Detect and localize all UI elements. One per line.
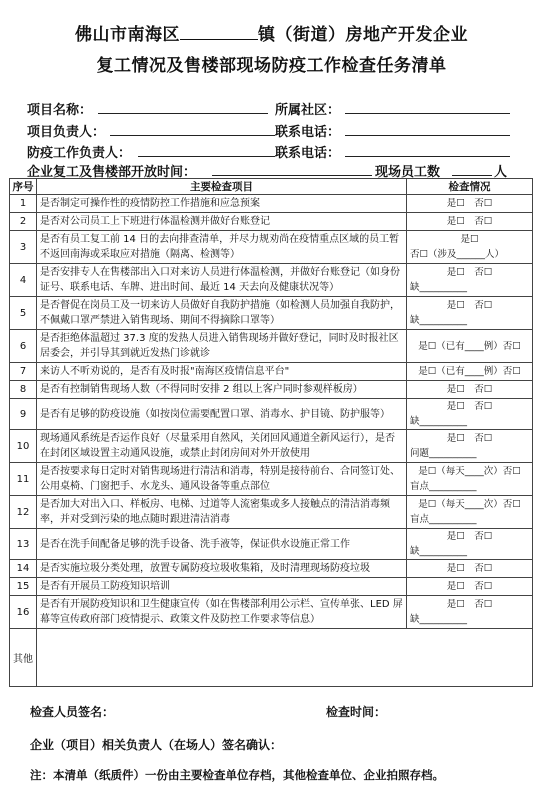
project-name-label: 项目名称：: [27, 103, 93, 118]
check-item-text: 是否实施垃圾分类处理，放置专属防疫垃圾收集箱，及时清理现场防疫垃圾: [37, 560, 407, 578]
row-number: 10: [10, 430, 37, 463]
check-remark[interactable]: 缺__________: [410, 614, 468, 625]
check-item-text: 是否按要求每日定时对销售现场进行清洁和消毒，特别是接待前台、合同签订处、公用桌椅、门窗把手、水龙头、通风设备等重点部位: [37, 463, 407, 496]
other-label: 其他: [10, 629, 37, 687]
check-remark[interactable]: 盲点__________: [410, 481, 477, 492]
contact1-field[interactable]: [345, 135, 510, 136]
check-result-cell[interactable]: [407, 463, 533, 496]
check-result-cell[interactable]: [407, 330, 533, 363]
row-number: 4: [10, 264, 37, 297]
table-row: [10, 213, 533, 231]
check-result-cell[interactable]: [407, 363, 533, 381]
check-item-text: 现场通风系统是否运作良好（尽量采用自然风，关闭回风通道全新风运行），是否在封闭区域设置主动通风设施，或禁止封闭房间对外开放使用: [37, 430, 407, 463]
contact2-field[interactable]: [345, 156, 510, 157]
table-row: [10, 596, 533, 629]
row-number: 3: [10, 231, 37, 264]
check-options[interactable]: 是☐（已有____例）否☐: [418, 340, 521, 352]
epidemic-leader-label: 防疫工作负责人：: [27, 146, 132, 161]
check-item-text: 是否对公司员工上下班进行体温检测并做好台账登记: [37, 213, 407, 231]
town-blank[interactable]: [180, 26, 258, 40]
table-row: [10, 363, 533, 381]
check-item-text: 是否加大对出入口、样板房、电梯、过道等人流密集或多人接触点的清洁消毒频率，并对受到污染的地点随时跟进清洁消毒: [37, 496, 407, 529]
table-header-row: [10, 179, 533, 195]
header-no: 序号: [10, 179, 37, 195]
open-time-field[interactable]: [212, 175, 372, 176]
row-number: 5: [10, 297, 37, 330]
check-options[interactable]: 是☐（已有____例）否☐: [418, 366, 521, 377]
check-remark[interactable]: 缺__________: [410, 546, 468, 557]
table-row: [10, 330, 533, 363]
check-remark[interactable]: 缺__________: [410, 416, 468, 427]
table-row: [10, 195, 533, 213]
staff-count-label: 现场员工数: [375, 165, 441, 180]
header-item: 主要检查项目: [37, 179, 407, 195]
check-result-cell[interactable]: [407, 430, 533, 463]
check-result-cell[interactable]: [407, 399, 533, 430]
check-item-text: 是否有足够的防疫设施（如按岗位需要配置口罩、消毒水、护目镜、防护服等）: [37, 399, 407, 430]
document-title-line2: 复工情况及售楼部现场防疫工作检查任务清单: [96, 56, 447, 76]
row-number: 13: [10, 529, 37, 560]
contact2-label: 联系电话：: [275, 146, 341, 161]
check-item-text: 是否有控制销售现场人数（不得同时安排 2 组以上客户同时参观样板房）: [37, 381, 407, 399]
check-item-text: 是否有员工复工前 14 日的去向排查清单，并尽力规劝尚在疫情重点区域的员工暂不返回南海或采取应对措施（隔离、检测等）: [37, 231, 407, 264]
inspector-sign-label: 检查人员签名：: [30, 705, 115, 719]
check-options[interactable]: 是☐ 否☐: [446, 300, 493, 311]
check-options[interactable]: 是☐ 否☐: [446, 581, 493, 592]
document-title-line1: [0, 20, 543, 45]
row-number: 6: [10, 330, 37, 363]
checklist-table: [9, 178, 533, 687]
check-item-text: 是否拒绝体温超过 37.3 度的发热人员进入销售现场并做好登记，同时及时报社区居委会，并引导其到就近发热门诊就诊: [37, 330, 407, 363]
table-row: [10, 529, 533, 560]
check-result-cell[interactable]: [407, 529, 533, 560]
title-right: 镇（街道）房地产开发企业: [258, 25, 468, 45]
check-options[interactable]: 是☐: [460, 234, 479, 245]
check-options[interactable]: 是☐ 否☐: [446, 216, 493, 227]
project-leader-field[interactable]: [110, 135, 275, 136]
check-remark[interactable]: 盲点__________: [410, 514, 477, 525]
table-row: [10, 381, 533, 399]
check-options[interactable]: 是☐（每天____次）否☐: [418, 466, 521, 477]
check-result-cell[interactable]: [407, 596, 533, 629]
table-row: [10, 578, 533, 596]
check-item-text: 是否制定可操作性的疫情防控工作措施和应急预案: [37, 195, 407, 213]
header-check: 检查情况: [407, 179, 533, 195]
row-number: 7: [10, 363, 37, 381]
check-options[interactable]: 是☐ 否☐: [446, 384, 493, 395]
epidemic-leader-field[interactable]: [138, 156, 275, 157]
other-row: [10, 629, 533, 687]
open-time-label: 企业复工及售楼部开放时间：: [27, 165, 197, 180]
project-name-field[interactable]: [98, 113, 268, 114]
table-row: [10, 399, 533, 430]
check-item-text: 是否在洗手间配备足够的洗手设备、洗手液等，保证供水设施正常工作: [37, 529, 407, 560]
check-item-text: 是否督促在岗员工及一切来访人员做好自我防护措施（如检测人员加强自我防护，不佩戴口罩严禁进入销售现场、期间不得摘除口罩等）: [37, 297, 407, 330]
check-options[interactable]: 是☐ 否☐: [446, 267, 493, 278]
check-remark[interactable]: 缺__________: [410, 282, 468, 293]
check-options[interactable]: 是☐ 否☐: [446, 599, 493, 610]
check-result-cell[interactable]: [407, 496, 533, 529]
check-result-cell[interactable]: [407, 213, 533, 231]
enterprise-sign-label: 企业（项目）相关负责人（在场人）签名确认：: [30, 738, 283, 752]
row-number: 9: [10, 399, 37, 430]
check-options[interactable]: 是☐ 否☐: [446, 563, 493, 574]
check-result-cell[interactable]: [407, 195, 533, 213]
table-row: [10, 496, 533, 529]
check-item-text: 是否安排专人在售楼部出入口对来访人员进行体温检测，并做好台账登记（如身份证号、联系电话、车牌、进出时间、最近 14 天去向及健康状况等）: [37, 264, 407, 297]
row-number: 8: [10, 381, 37, 399]
check-remark[interactable]: 缺__________: [410, 315, 468, 326]
check-item-text: 来访人不听劝说的，是否有及时报"南海区疫情信息平台": [37, 363, 407, 381]
row-number: 11: [10, 463, 37, 496]
table-row: [10, 297, 533, 330]
check-result-cell[interactable]: [407, 381, 533, 399]
table-row: [10, 231, 533, 264]
table-row: [10, 463, 533, 496]
check-remark[interactable]: 问题__________: [410, 448, 477, 459]
row-number: 1: [10, 195, 37, 213]
other-field[interactable]: [37, 629, 533, 687]
community-field[interactable]: [345, 113, 510, 114]
row-number: 16: [10, 596, 37, 629]
row-number: 12: [10, 496, 37, 529]
check-result-cell[interactable]: [407, 297, 533, 330]
check-options[interactable]: 是☐（每天____次）否☐: [418, 499, 521, 510]
table-row: [10, 560, 533, 578]
check-result-cell[interactable]: [407, 264, 533, 297]
project-leader-label: 项目负责人：: [27, 125, 106, 140]
footer-note: 注：本清单（纸质件）一份由主要检查单位存档，其他检查单位、企业拍照存档。: [30, 768, 444, 782]
check-options[interactable]: 是☐ 否☐: [446, 433, 493, 444]
row-number: 2: [10, 213, 37, 231]
row-number: 14: [10, 560, 37, 578]
check-result-cell[interactable]: [407, 231, 533, 264]
table-row: [10, 264, 533, 297]
inspect-time-label: 检查时间：: [326, 705, 387, 719]
check-item-text: 是否有开展防疫知识和卫生健康宣传（如在售楼部利用公示栏、宣传单张、LED 屏幕等宣传政府部门疫情提示、政策文件及防控工作要求等信息）: [37, 596, 407, 629]
contact1-label: 联系电话：: [275, 125, 341, 140]
check-remark[interactable]: 否☐（涉及______人）: [410, 249, 505, 260]
title-left: 佛山市南海区: [75, 25, 180, 45]
row-number: 15: [10, 578, 37, 596]
community-label: 所属社区：: [275, 103, 341, 118]
staff-unit: 人: [494, 165, 508, 180]
staff-count-field[interactable]: [452, 175, 492, 176]
check-result-cell[interactable]: [407, 578, 533, 596]
check-options[interactable]: 是☐ 否☐: [446, 531, 493, 542]
table-row: [10, 430, 533, 463]
check-item-text: 是否有开展员工防疫知识培训: [37, 578, 407, 596]
check-options[interactable]: 是☐ 否☐: [446, 401, 493, 412]
check-result-cell[interactable]: [407, 560, 533, 578]
check-options[interactable]: 是☐ 否☐: [446, 198, 493, 209]
